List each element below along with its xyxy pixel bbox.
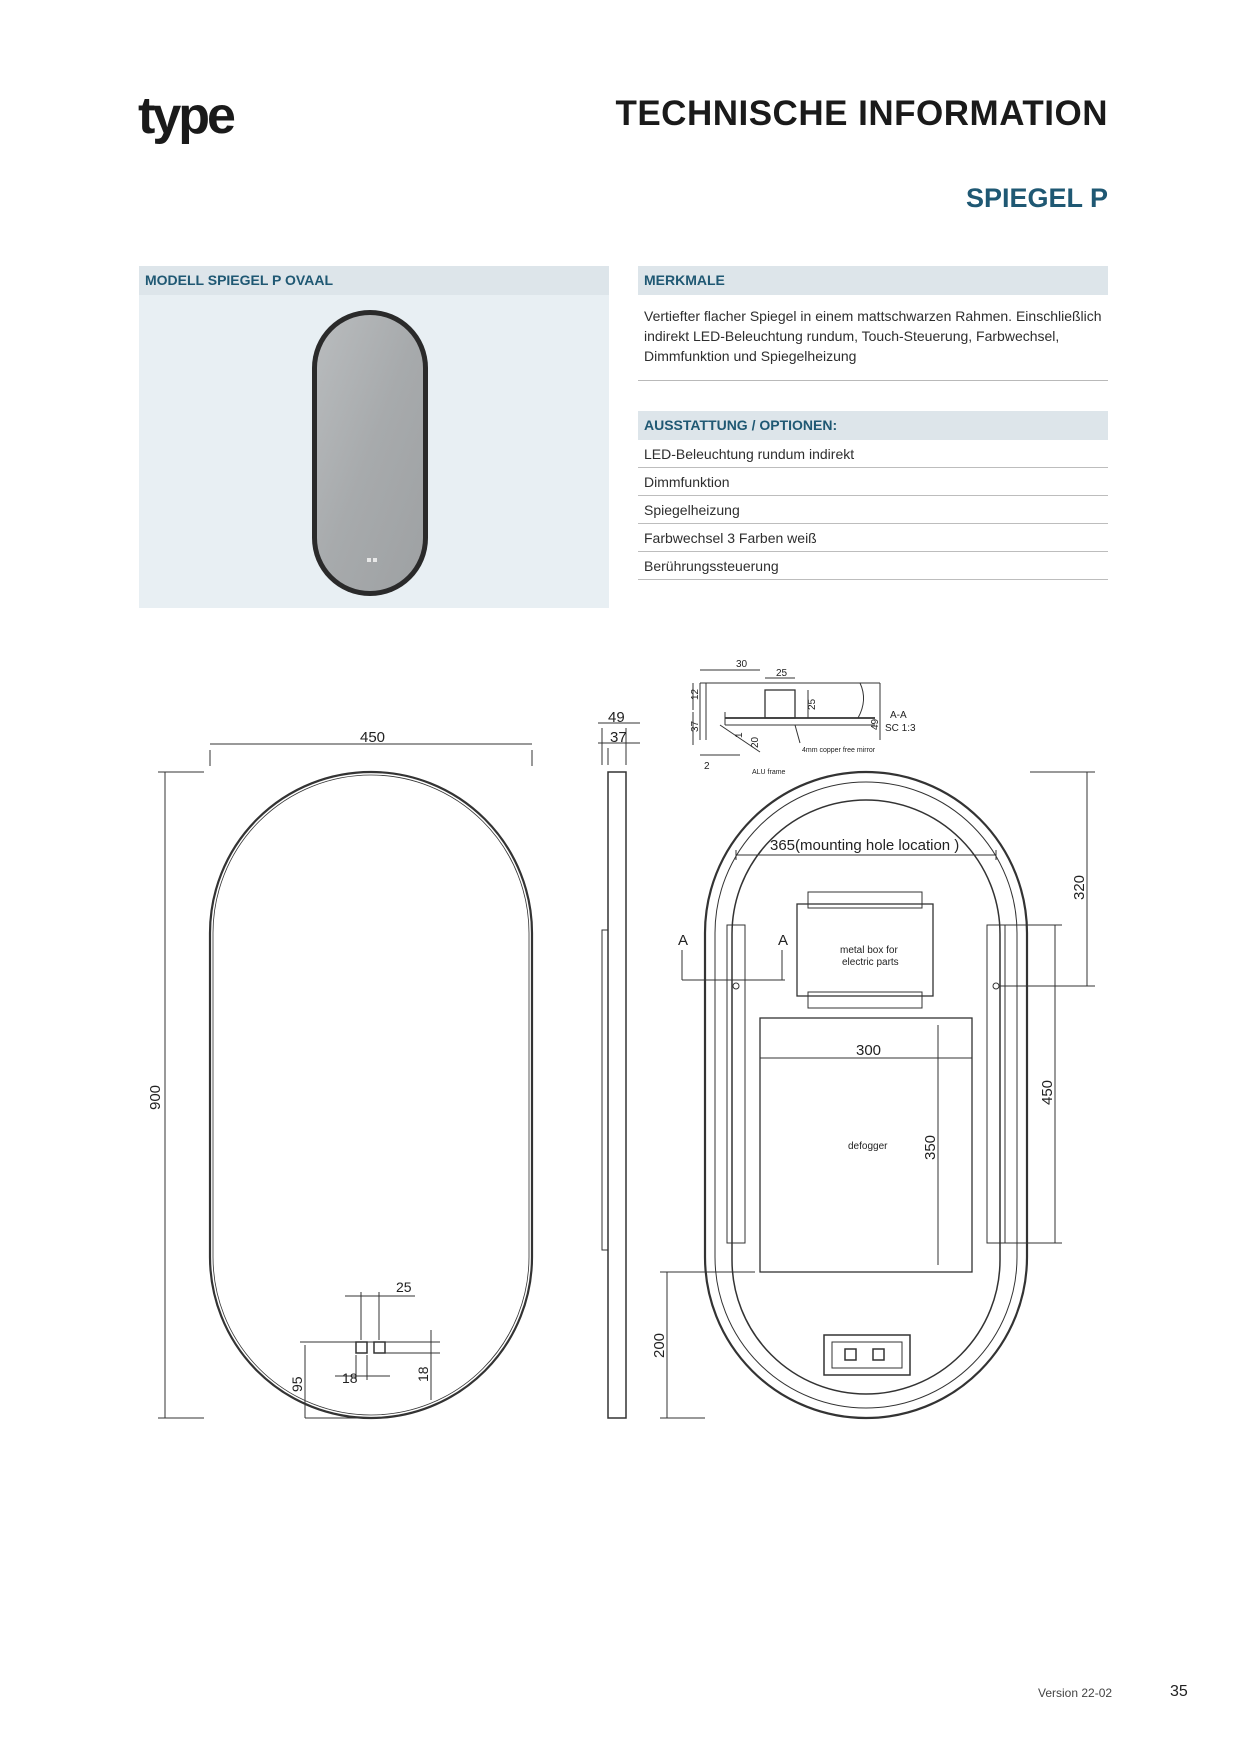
dim-section-37: 37 <box>690 720 701 732</box>
option-item: Farbwechsel 3 Farben weiß <box>638 524 1108 552</box>
touch-button-icon <box>845 1349 856 1360</box>
section-marker-right: A <box>778 932 789 949</box>
dim-section-25b: 25 <box>807 698 818 710</box>
dim-defogger-height: 350 <box>922 1134 939 1160</box>
page-number: 35 <box>1170 1683 1188 1700</box>
dim-button-width: 18 <box>342 1370 358 1386</box>
dim-button-bottom: 95 <box>289 1376 305 1392</box>
dim-front-height: 900 <box>147 1084 164 1110</box>
brand-logo: type <box>138 87 233 145</box>
touch-button-icon <box>374 1342 385 1353</box>
dim-side-depth-total: 49 <box>608 709 625 726</box>
model-image-panel <box>139 266 609 608</box>
dim-mount-length: 450 <box>1039 1079 1056 1105</box>
option-item: Spiegelheizung <box>638 496 1108 524</box>
label-defogger: defogger <box>848 1141 888 1152</box>
dim-side-depth-frame: 37 <box>610 729 627 746</box>
option-item: Dimmfunktion <box>638 468 1108 496</box>
label-copper-free-mirror: 4mm copper free mirror <box>802 747 876 754</box>
features-text: Vertiefter flacher Spiegel in einem mattschwarzen Rahmen. Einschließlich indirekt LED-Beleuchtung rundum, Touch-Steuerung, Farbwechsel, Dimmfunktion und Spiegelheizung <box>644 308 1102 364</box>
options-header: AUSSTATTUNG / OPTIONEN: <box>638 411 1108 440</box>
dim-section-49: 49 <box>870 718 881 730</box>
model-header: MODELL SPIEGEL P OVAAL <box>139 266 609 295</box>
option-item: LED-Beleuchtung rundum indirekt <box>638 440 1108 468</box>
label-alu-frame: ALU frame <box>752 769 786 776</box>
dim-button-height: 18 <box>415 1366 431 1382</box>
features-header: MERKMALE <box>638 266 1108 295</box>
section-marker-left: A <box>678 932 689 949</box>
mirror-product-image <box>139 266 609 608</box>
mirror-glass <box>317 315 423 591</box>
dim-section-12: 12 <box>690 688 701 700</box>
dim-button-spacing: 25 <box>396 1279 412 1295</box>
dim-section-20: 20 <box>750 736 761 748</box>
dim-bottom-offset: 200 <box>651 1332 668 1358</box>
label-metal-box: metal box for <box>840 945 898 956</box>
back-view <box>660 772 1095 1418</box>
section-scale: SC 1:3 <box>885 723 916 734</box>
footer-version: Version 22-02 <box>1038 1686 1113 1700</box>
technical-drawing <box>0 640 1240 1440</box>
dim-section-1: 1 <box>734 732 745 738</box>
side-view <box>598 723 640 1418</box>
dim-front-width: 450 <box>360 729 386 746</box>
touch-button-icon <box>373 558 377 562</box>
dim-section-30: 30 <box>736 659 748 670</box>
touch-button-icon <box>873 1349 884 1360</box>
touch-button-icon <box>356 1342 367 1353</box>
dim-defogger-width: 300 <box>856 1042 882 1059</box>
dim-top-offset: 320 <box>1071 874 1088 900</box>
touch-button-icon <box>367 558 371 562</box>
front-view <box>158 744 532 1418</box>
section-name: A-A <box>890 710 907 721</box>
document-title: TECHNISCHE INFORMATION <box>615 94 1108 133</box>
dim-mounting-hole: 365(mounting hole location ) <box>770 837 960 854</box>
features-divider <box>638 380 1108 381</box>
option-item: Berührungssteuerung <box>638 552 1108 580</box>
label-electric-parts: electric parts <box>842 957 899 968</box>
product-title: SPIEGEL P <box>965 183 1108 213</box>
dim-section-2: 2 <box>704 761 710 772</box>
section-detail <box>693 670 880 755</box>
dim-section-25a: 25 <box>776 668 788 679</box>
